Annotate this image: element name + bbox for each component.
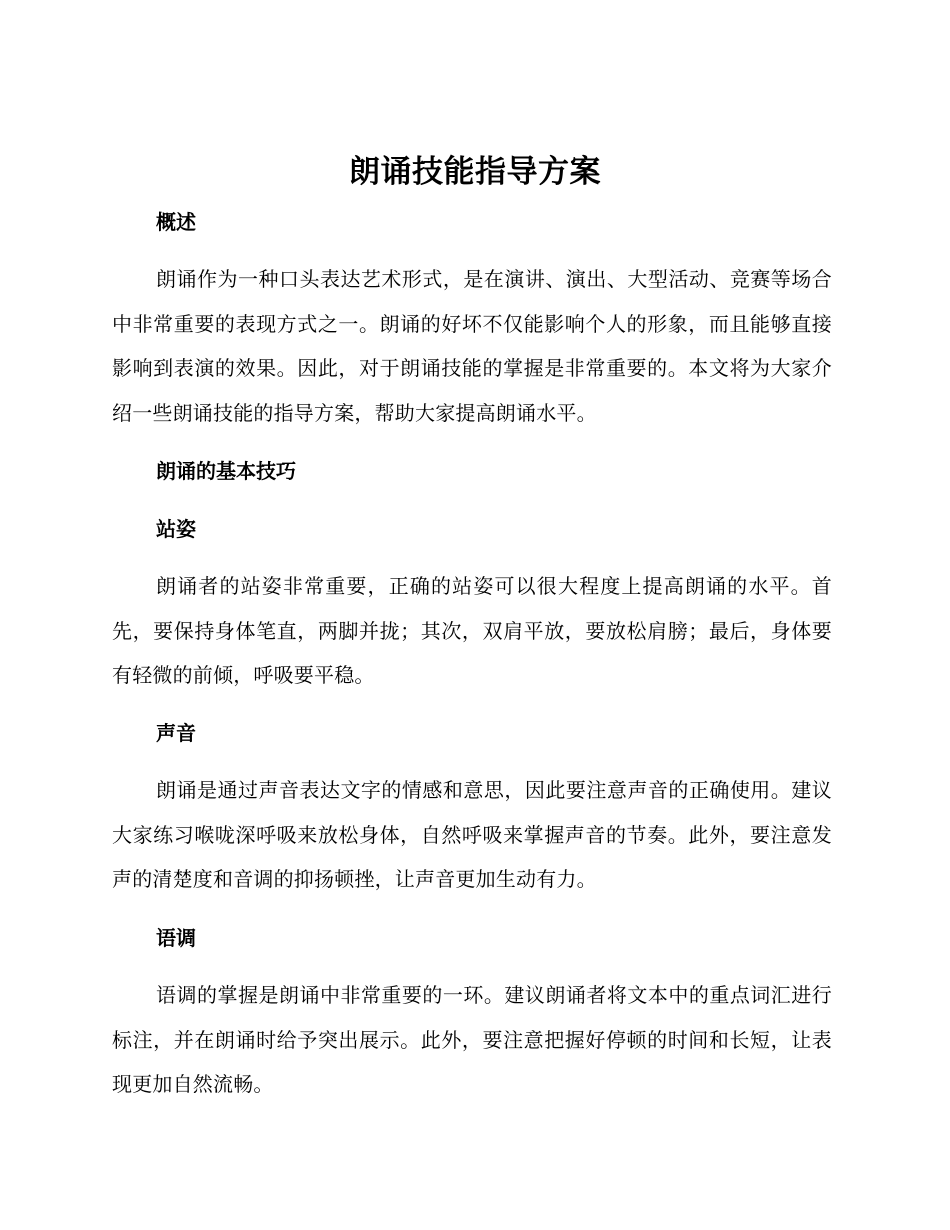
section-body-overview: 朗诵作为一种口头表达艺术形式，是在演讲、演出、大型活动、竞赛等场合中非常重要的表现方式之一。朗诵的好坏不仅能影响个人的形象，而且能够直接影响到表演的效果。因此，对于朗诵技能的掌握是非常重要的。本文将为大家介绍一些朗诵技能的指导方案，帮助大家提高朗诵水平。: [112, 267, 832, 425]
section-heading-voice: 声音: [156, 721, 196, 745]
section-heading-overview: 概述: [156, 210, 196, 234]
section-heading-intonation: 语调: [156, 926, 196, 950]
section-body-posture: 朗诵者的站姿非常重要，正确的站姿可以很大程度上提高朗诵的水平。首先，要保持身体笔直，两脚并拢；其次，双肩平放，要放松肩膀；最后，身体要有轻微的前倾，呼吸要平稳。: [112, 574, 832, 687]
section-body-voice: 朗诵是通过声音表达文字的情感和意思，因此要注意声音的正确使用。建议大家练习喉咙深呼吸来放松身体，自然呼吸来掌握声音的节奏。此外，要注意发声的清楚度和音调的抑扬顿挫，让声音更加生动有力。: [112, 778, 832, 891]
section-heading-posture: 站姿: [156, 517, 196, 541]
document-title: 朗诵技能指导方案: [349, 154, 601, 190]
section-body-intonation: 语调的掌握是朗诵中非常重要的一环。建议朗诵者将文本中的重点词汇进行标注，并在朗诵时给予突出展示。此外，要注意把握好停顿的时间和长短，让表现更加自然流畅。: [112, 983, 832, 1096]
section-heading-basic-skills: 朗诵的基本技巧: [156, 459, 296, 483]
